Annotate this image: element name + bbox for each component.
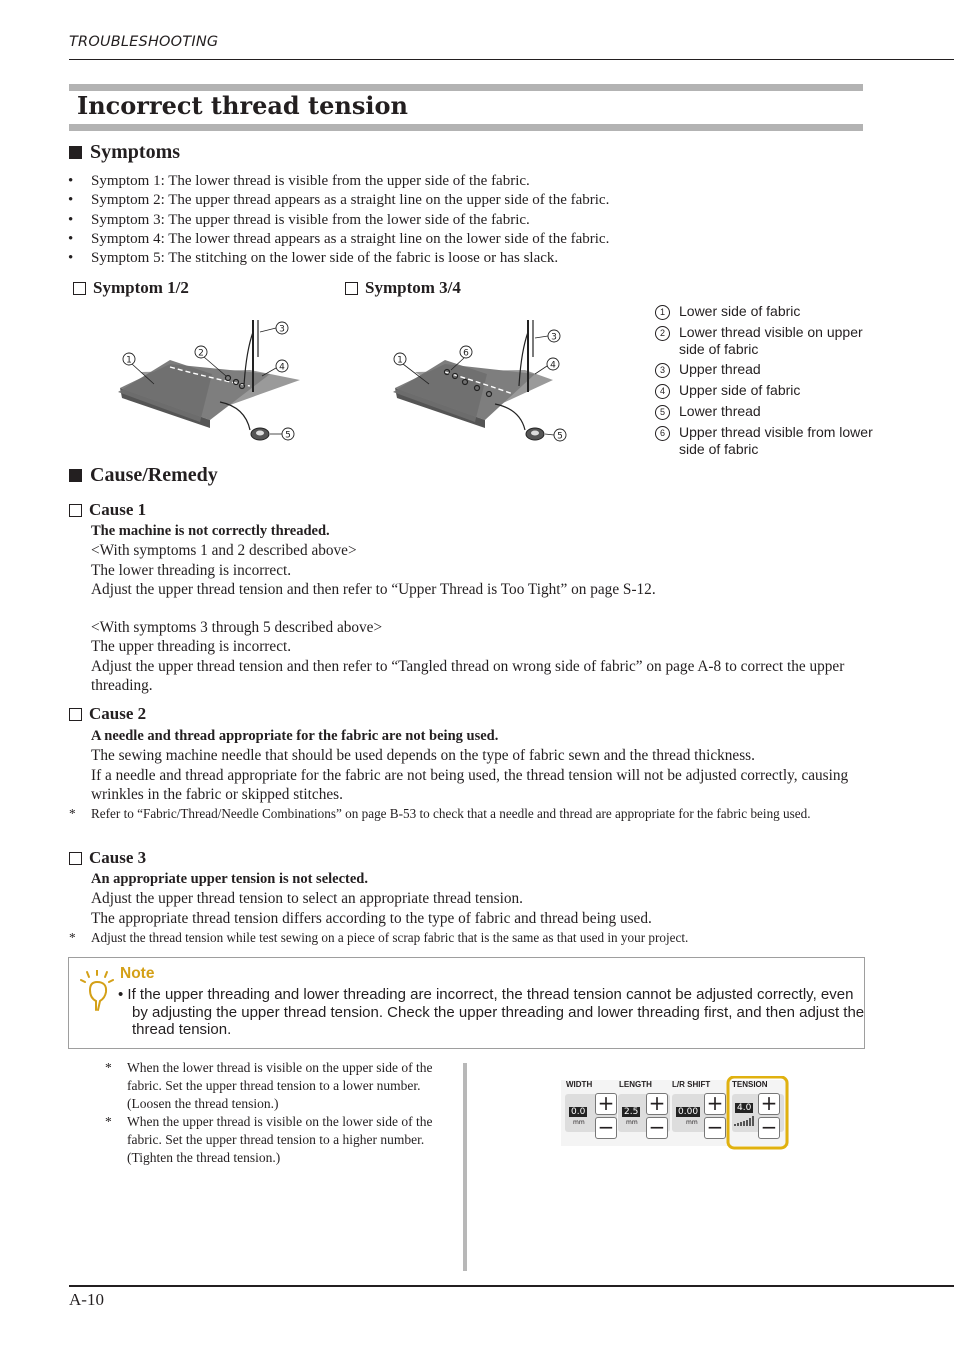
callout-3 xyxy=(535,330,560,343)
width-minus-button[interactable]: − xyxy=(595,1117,617,1139)
symptoms-heading-text: Symptoms xyxy=(90,141,181,163)
svg-text:3: 3 xyxy=(551,332,557,343)
callout-4 xyxy=(535,358,559,374)
svg-text:1: 1 xyxy=(397,355,403,366)
length-control xyxy=(618,1091,670,1139)
list-item: • Symptom 2: The upper thread appears as a straight line on the upper side of the fabric. xyxy=(66,191,866,210)
footer-rule xyxy=(69,1285,954,1287)
section-square-icon xyxy=(69,469,82,482)
legend-item: 5 Lower thread xyxy=(655,403,875,420)
figure-a-title: Symptom 1/2 xyxy=(73,278,189,298)
width-value: 0.0 xyxy=(571,1107,586,1117)
cause-2-title: Cause 2 xyxy=(69,704,146,724)
section-square-icon xyxy=(69,146,82,159)
svg-text:1: 1 xyxy=(126,355,132,366)
length-label: LENGTH xyxy=(619,1080,652,1089)
tension-level-icon xyxy=(734,1116,756,1126)
lr-shift-minus-button[interactable]: − xyxy=(704,1117,726,1139)
column-divider xyxy=(463,1063,467,1271)
cause-3-title: Cause 3 xyxy=(69,848,146,868)
cause-1-body: The machine is not correctly threaded. <With symptoms 1 and 2 described above> The lower threading is incorrect. Adjust the upper thread tension and then refer to “Upper Thread is Too Tight” on page S-12. <With symptoms 3 through 5 described above> The upper threading is incorrect. Adjust the upper thread tension and then refer to “Tangled thread on wrong side of fabric” on page A-8 to correct the upper threading. xyxy=(91,523,845,695)
title-bar-top xyxy=(69,84,863,91)
length-minus-button[interactable]: − xyxy=(646,1117,668,1139)
callout-3 xyxy=(260,322,288,335)
legend-item: 6 Upper thread visible from lower side of fabric xyxy=(655,424,875,457)
tension-label: TENSION xyxy=(732,1080,768,1089)
cause-3-body: An appropriate upper tension is not selected. Adjust the upper thread tension to select an appropriate thread tension. The appropriate thread tension differs according to the type of fabric and thread being used. * Adjust the thread tension while test sewing on a piece of scrap fabric that is the same as that used in your project. xyxy=(91,870,866,947)
cause-1-title: Cause 1 xyxy=(69,500,146,520)
svg-text:2: 2 xyxy=(198,348,204,359)
tension-notes xyxy=(92,1059,454,1167)
length-plus-button[interactable]: + xyxy=(646,1093,668,1115)
cause-remedy-heading: Cause/Remedy xyxy=(69,464,218,487)
checkbox-square-icon xyxy=(345,282,358,295)
page-number: A-10 xyxy=(69,1290,104,1309)
lightbulb-icon xyxy=(80,970,114,1016)
checkbox-square-icon xyxy=(73,282,86,295)
lr-shift-plus-button[interactable]: + xyxy=(704,1093,726,1115)
legend-item: 3 Upper thread xyxy=(655,361,875,378)
svg-text:3: 3 xyxy=(279,324,285,335)
lr-shift-control xyxy=(672,1091,726,1139)
list-item: • Symptom 1: The lower thread is visible from the upper side of the fabric. xyxy=(66,172,866,191)
lr-shift-unit: mm xyxy=(686,1119,698,1126)
checkbox-square-icon xyxy=(69,708,82,721)
list-item: • Symptom 3: The upper thread is visible from the lower side of the fabric. xyxy=(66,211,866,230)
tension-plus-button[interactable]: + xyxy=(758,1093,780,1115)
tension-value: 4.0 xyxy=(737,1103,752,1113)
callout-4 xyxy=(262,360,288,376)
svg-text:4: 4 xyxy=(550,360,556,371)
list-item: • Symptom 4: The lower thread appears as a straight line on the lower side of the fabric. xyxy=(66,230,866,249)
header-rule xyxy=(69,59,954,60)
note-label: Note xyxy=(120,965,155,982)
svg-text:6: 6 xyxy=(463,348,469,359)
symptoms-list xyxy=(66,172,866,268)
length-value: 2.5 xyxy=(624,1107,639,1117)
cause-2-body: A needle and thread appropriate for the fabric are not being used. The sewing machine needle that should be used depends on the type of fabric sewn and the thread thickness. If a needle and thread appropriate for the fabric are not being used, the thread tension will not be adjusted correctly, causing wrinkles in the fabric or skipped stitches. * Refer to “Fabric/Thread/Needle Combinations” on page B-53 to check that a needle and thread are appropriate for the fabric being used. xyxy=(91,727,866,823)
svg-text:5: 5 xyxy=(557,431,563,442)
list-item: * When the upper thread is visible on the lower side of the fabric. Set the upper thread tension to a higher number. (Tighten the thread tension.) xyxy=(92,1113,454,1167)
list-item: * When the lower thread is visible on the upper side of the fabric. Set the upper thread tension to a lower number. (Loosen the thread tension.) xyxy=(92,1059,454,1113)
figure-legend xyxy=(655,303,875,461)
width-unit: mm xyxy=(573,1119,585,1126)
checkbox-square-icon xyxy=(69,852,82,865)
svg-text:5: 5 xyxy=(285,430,291,441)
symptoms-heading xyxy=(69,141,180,164)
figure-b-title: Symptom 3/4 xyxy=(345,278,461,298)
width-plus-button[interactable]: + xyxy=(595,1093,617,1115)
width-control xyxy=(565,1091,617,1139)
note-text: • If the upper threading and lower threading are incorrect, the thread tension cannot be adjusted correctly, even by adjusting the upper thread tension. Check the upper threading and lower threading first, and then adjust the thread tension. xyxy=(118,986,865,1038)
lr-shift-value: 0.00 xyxy=(678,1107,699,1117)
running-head: TROUBLESHOOTING xyxy=(69,34,219,50)
lr-shift-label: L/R SHIFT xyxy=(672,1080,711,1089)
symptom-3-4-illustration xyxy=(385,312,585,447)
svg-text:4: 4 xyxy=(279,362,285,373)
stitch-settings-panel xyxy=(561,1076,791,1152)
legend-item: 4 Upper side of fabric xyxy=(655,382,875,399)
legend-item: 1 Lower side of fabric xyxy=(655,303,875,320)
length-unit: mm xyxy=(626,1119,638,1126)
callout-5 xyxy=(545,429,566,442)
checkbox-square-icon xyxy=(69,504,82,517)
callout-5 xyxy=(270,428,294,441)
list-item: • Symptom 5: The stitching on the lower side of the fabric is loose or has slack. xyxy=(66,249,866,268)
tension-minus-button[interactable]: − xyxy=(758,1117,780,1139)
symptom-1-2-illustration xyxy=(110,312,310,447)
tension-control xyxy=(732,1091,784,1139)
legend-item: 2 Lower thread visible on upper side of fabric xyxy=(655,324,875,357)
title-bar-bottom xyxy=(69,124,863,131)
width-label: WIDTH xyxy=(566,1080,593,1089)
page-title: Incorrect thread tension xyxy=(77,91,408,120)
